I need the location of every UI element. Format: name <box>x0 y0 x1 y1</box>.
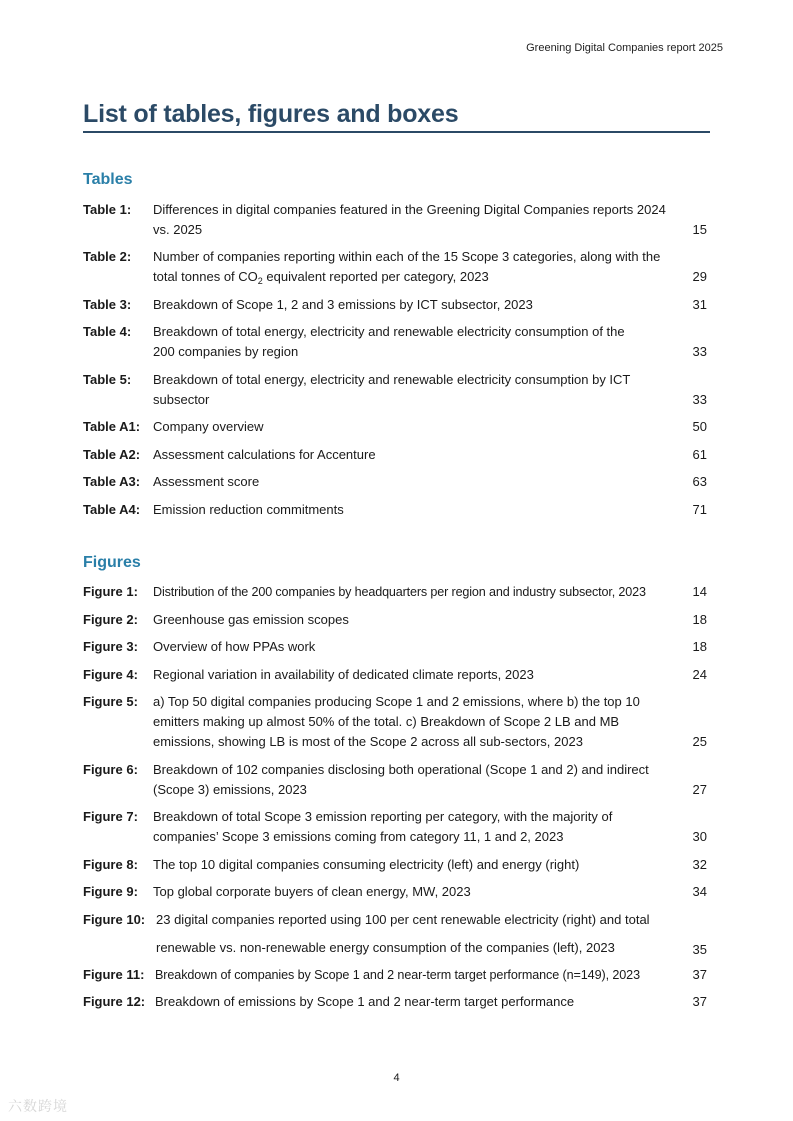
entry-title: Breakdown of Scope 1, 2 and 3 emissions by ICT subsector, 2023 <box>153 297 533 312</box>
table-entry[interactable] <box>83 417 710 437</box>
entry-page: 37 <box>692 994 707 1009</box>
figures-heading: Figures <box>83 554 141 571</box>
entry-title: Regional variation in availability of dedicated climate reports, 2023 <box>153 667 534 682</box>
entry-page: 71 <box>692 502 707 517</box>
entry-label: Figure 3: <box>83 639 138 654</box>
entry-page: 33 <box>692 344 707 359</box>
entry-title: a) Top 50 digital companies producing Scope 1 and 2 emissions, where b) the top 10 emitters making up almost 50% of the total. c) Breakdown of Scope 2 LB and MB emissions, showing LB is most of the Scope 2 across all sub-sectors, 2023 <box>153 694 640 749</box>
page-number: 4 <box>393 1072 400 1084</box>
entry-page: 25 <box>692 734 707 749</box>
entry-label: Table A1: <box>83 419 141 434</box>
table-entry[interactable] <box>83 200 710 240</box>
figure-entry[interactable] <box>83 807 710 847</box>
entry-title: Assessment calculations for Accenture <box>153 447 376 462</box>
entry-label: Figure 9: <box>83 884 138 899</box>
entry-title: Breakdown of total energy, electricity and renewable electricity consumption by ICT subsector <box>153 372 631 407</box>
entry-label: Table A4: <box>83 502 141 517</box>
subscript: 2 <box>257 276 263 286</box>
entry-title: Top global corporate buyers of clean energy, MW, 2023 <box>153 884 471 899</box>
entry-page: 31 <box>692 297 707 312</box>
figure-entry[interactable] <box>83 610 710 630</box>
table-entry[interactable] <box>83 322 710 362</box>
entry-label: Table A3: <box>83 474 141 489</box>
figure-entry[interactable] <box>83 910 710 958</box>
entry-label: Figure 8: <box>83 857 138 872</box>
table-entry[interactable] <box>83 500 710 520</box>
entry-title <box>153 247 683 291</box>
entry-label: Figure 5: <box>83 694 138 709</box>
watermark: 六数跨境 <box>8 1098 68 1114</box>
entry-page: 63 <box>692 474 707 489</box>
entry-page: 29 <box>692 269 707 284</box>
entry-title: Breakdown of companies by Scope 1 and 2 near-term target performance (n=149), 2023 <box>155 968 640 982</box>
figure-entry[interactable] <box>83 582 710 602</box>
table-entry[interactable] <box>83 295 710 315</box>
entry-label: Figure 10: <box>83 912 146 927</box>
entry-label: Figure 12: <box>83 994 146 1009</box>
entry-title: 23 digital companies reported using 100 per cent renewable electricity (right) and total renewable vs. non-renewable energy consumption of the companies (left), 2023 <box>156 912 650 955</box>
page-title: List of tables, figures and boxes <box>83 100 710 133</box>
entry-page: 18 <box>692 612 707 627</box>
entry-label: Figure 6: <box>83 762 138 777</box>
entry-title: The top 10 digital companies consuming electricity (left) and energy (right) <box>153 857 580 872</box>
table-entry[interactable] <box>83 247 710 287</box>
entry-title: Breakdown of emissions by Scope 1 and 2 near-term target performance <box>155 994 575 1009</box>
entry-title: Company overview <box>153 419 264 434</box>
entry-title: Overview of how PPAs work <box>153 639 316 654</box>
entry-title: Assessment score <box>153 474 260 489</box>
entry-page: 30 <box>692 829 707 844</box>
entry-title: Distribution of the 200 companies by headquarters per region and industry subsector, 2023 <box>153 585 646 599</box>
table-entry[interactable] <box>83 445 710 465</box>
entry-title-part: equivalent reported per category, 2023 <box>262 269 489 284</box>
entry-page: 34 <box>692 884 707 899</box>
entry-title: Differences in digital companies featured in the Greening Digital Companies reports 2024 vs. 2025 <box>153 202 666 237</box>
table-entry[interactable] <box>83 370 710 410</box>
entry-page: 50 <box>692 419 707 434</box>
entry-page: 18 <box>692 639 707 654</box>
entry-label: Table A2: <box>83 447 141 462</box>
entry-label: Table 1: <box>83 202 132 217</box>
entry-label: Figure 1: <box>83 584 138 599</box>
figure-entry[interactable] <box>83 855 710 875</box>
figure-entry[interactable] <box>83 665 710 685</box>
entry-title: Breakdown of total energy, electricity and renewable electricity consumption of the 200 companies by region <box>153 324 625 359</box>
entry-label: Figure 7: <box>83 809 138 824</box>
entry-label: Table 4: <box>83 324 132 339</box>
entry-page: 61 <box>692 447 707 462</box>
entry-page: 32 <box>692 857 707 872</box>
entry-page: 15 <box>692 222 707 237</box>
entry-title: Breakdown of 102 companies disclosing both operational (Scope 1 and 2) and indirect (Scope 3) emissions, 2023 <box>153 762 649 797</box>
figure-entry[interactable] <box>83 882 710 902</box>
entry-label: Figure 4: <box>83 667 138 682</box>
figure-entry[interactable] <box>83 637 710 657</box>
entry-title: Breakdown of total Scope 3 emission reporting per category, with the majority of companies’ Scope 3 emissions coming from category 11, 1 and 2, 2023 <box>153 809 613 844</box>
figure-entry[interactable] <box>83 965 710 985</box>
running-header: Greening Digital Companies report 2025 <box>526 42 723 54</box>
entry-page: 27 <box>692 782 707 797</box>
entry-label: Figure 11: <box>83 967 145 982</box>
entry-title: Greenhouse gas emission scopes <box>153 612 349 627</box>
table-entry[interactable] <box>83 472 710 492</box>
entry-page: 14 <box>692 584 707 599</box>
entry-page: 35 <box>692 942 707 957</box>
entry-label: Table 3: <box>83 297 132 312</box>
figure-entry[interactable] <box>83 692 710 752</box>
figure-entry[interactable] <box>83 760 710 800</box>
entry-page: 24 <box>692 667 707 682</box>
entry-title: Emission reduction commitments <box>153 502 344 517</box>
entry-label: Table 2: <box>83 249 132 264</box>
figure-entry[interactable] <box>83 992 710 1012</box>
entry-page: 33 <box>692 392 707 407</box>
entry-label: Figure 2: <box>83 612 138 627</box>
tables-heading: Tables <box>83 171 133 188</box>
entry-title-part: Number of companies reporting within each of the 15 Scope 3 categories, along with the total tonnes of CO <box>153 249 661 284</box>
entry-page: 37 <box>692 967 707 982</box>
entry-label: Table 5: <box>83 372 132 387</box>
